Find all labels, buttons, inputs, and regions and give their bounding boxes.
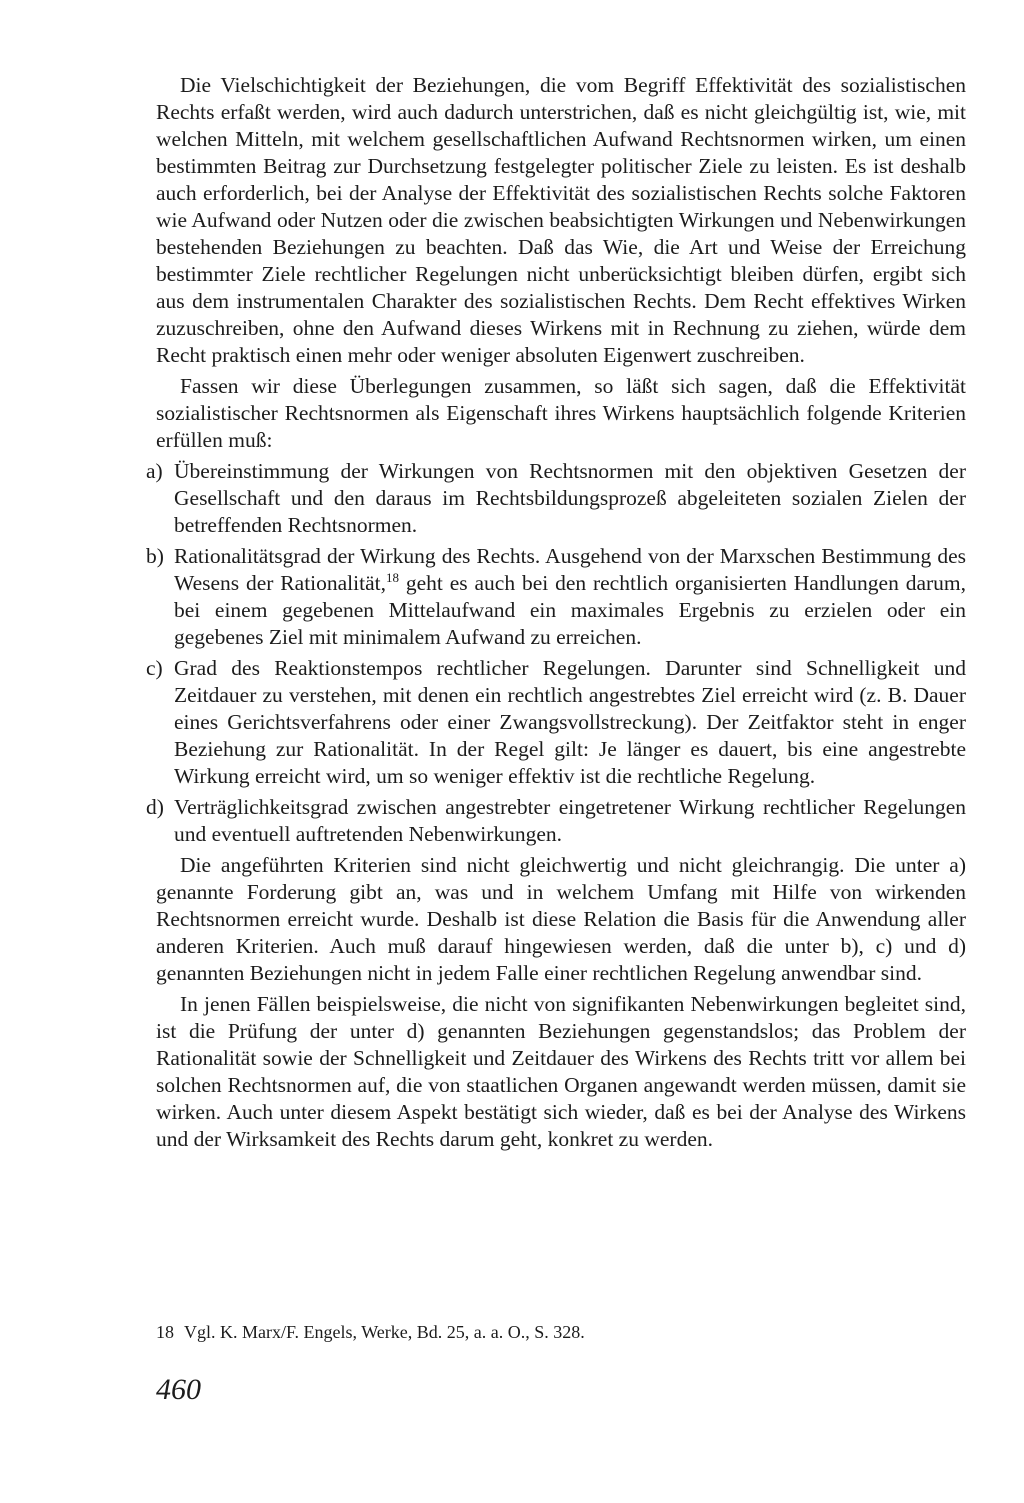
- page-body: [146, 72, 966, 1153]
- footnote-number: 18: [156, 1322, 174, 1342]
- list-item-text-before: Rationalitätsgrad der Wirkung des Rechts. Ausgehend von der Marxschen Bestimmung des Wesens der Rationalität,: [174, 544, 966, 595]
- list-item: [146, 655, 966, 790]
- page-number: 460: [156, 1373, 201, 1406]
- paragraph-4: In jenen Fällen beispielsweise, die nicht von signifikanten Nebenwirkungen begleitet sind, ist die Prüfung der unter d) genannten Beziehungen gegenstandslos; das Problem der Rationalität sowie der Schnelligkeit und Zeitdauer des Wirkens des Rechts tritt vor allem bei solchen Rechtsnormen auf, die von staatlichen Organen angewandt werden müssen, damit sie wirken. Auch unter diesem Aspekt bestätigt sich wieder, daß es bei der Analyse des Wirkens und der Wirksamkeit des Rechts darum geht, konkret zu werden.: [156, 992, 966, 1151]
- list-marker: c): [146, 656, 163, 680]
- footnote: [156, 1320, 966, 1344]
- list-item: [146, 543, 966, 651]
- list-item-text: Übereinstimmung der Wirkungen von Rechtsnormen mit den objektiven Gesetzen der Gesellschaft und den daraus im Rechtsbildungsprozeß abgeleiteten sozialen Zielen der betreffenden Rechtsnormen.: [174, 459, 966, 537]
- criteria-list: [146, 458, 966, 848]
- footnote-text: Vgl. K. Marx/F. Engels, Werke, Bd. 25, a. a. O., S. 328.: [184, 1322, 585, 1342]
- footnote-reference: 18: [386, 569, 399, 585]
- list-item-text: Grad des Reaktionstempos rechtlicher Regelungen. Darunter sind Schnelligkeit und Zeitdauer zu verstehen, mit denen ein rechtlich angestrebtes Ziel erreicht wird (z. B. Dauer eines Gerichtsverfahrens oder einer Zwangsvollstreckung). Der Zeitfaktor steht in enger Beziehung zur Rationalität. In der Regel gilt: Je länger es dauert, bis eine angestrebte Wirkung erreicht wird, um so weniger effektiv ist die rechtliche Regelung.: [174, 656, 966, 788]
- list-marker: d): [146, 795, 164, 819]
- list-item-text: Verträglichkeitsgrad zwischen angestrebter eingetretener Wirkung rechtlicher Regelungen und eventuell auftretenden Nebenwirkungen.: [174, 795, 966, 846]
- list-marker: a): [146, 459, 163, 483]
- paragraph-2: Fassen wir diese Überlegungen zusammen, so läßt sich sagen, daß die Effektivität sozialistischer Rechtsnormen als Eigenschaft ihres Wirkens hauptsächlich folgende Kriterien erfüllen muß:: [156, 374, 966, 452]
- list-item-text-after: geht es auch bei den rechtlich organisierten Handlungen darum, bei einem gegebenen Mittelaufwand ein maximales Ergebnis zu erzielen oder ein gegebenes Ziel mit minimalem Aufwand zu erreichen.: [174, 571, 966, 649]
- list-marker: b): [146, 544, 164, 568]
- list-item: [146, 458, 966, 539]
- list-item: [146, 794, 966, 848]
- paragraph-3: Die angeführten Kriterien sind nicht gleichwertig und nicht gleichrangig. Die unter a) genannte Forderung gibt an, was und in welchem Umfang mit Hilfe von wirkenden Rechtsnormen erreicht wurde. Deshalb ist diese Relation die Basis für die Anwendung aller anderen Kriterien. Auch muß darauf hingewiesen werden, daß die unter b), c) und d) genannten Beziehungen nicht in jedem Falle einer rechtlichen Regelung anwendbar sind.: [156, 853, 966, 985]
- paragraph-1: Die Vielschichtigkeit der Beziehungen, die vom Begriff Effektivität des sozialistischen Rechts erfaßt werden, wird auch dadurch unterstrichen, daß es nicht gleichgültig ist, wie, mit welchen Mitteln, mit welchem gesellschaftlichen Aufwand Rechtsnormen wirken, um einen bestimmten Beitrag zur Durchsetzung festgelegter politischer Ziele zu leisten. Es ist deshalb auch erforderlich, bei der Analyse der Effektivität des sozialistischen Rechts solche Faktoren wie Aufwand oder Nutzen oder die zwischen beabsichtigten Wirkungen und Nebenwirkungen bestehenden Beziehungen zu beachten. Daß das Wie, die Art und Weise der Erreichung bestimmter Ziele rechtlicher Regelungen nicht unberücksichtigt bleiben dürfen, ergibt sich aus dem instrumentalen Charakter des sozialistischen Rechts. Dem Recht effektives Wirken zuzuschreiben, ohne den Aufwand dieses Wirkens mit in Rechnung zu ziehen, würde dem Recht praktisch einen mehr oder weniger absoluten Eigenwert zuschreiben.: [156, 73, 966, 367]
